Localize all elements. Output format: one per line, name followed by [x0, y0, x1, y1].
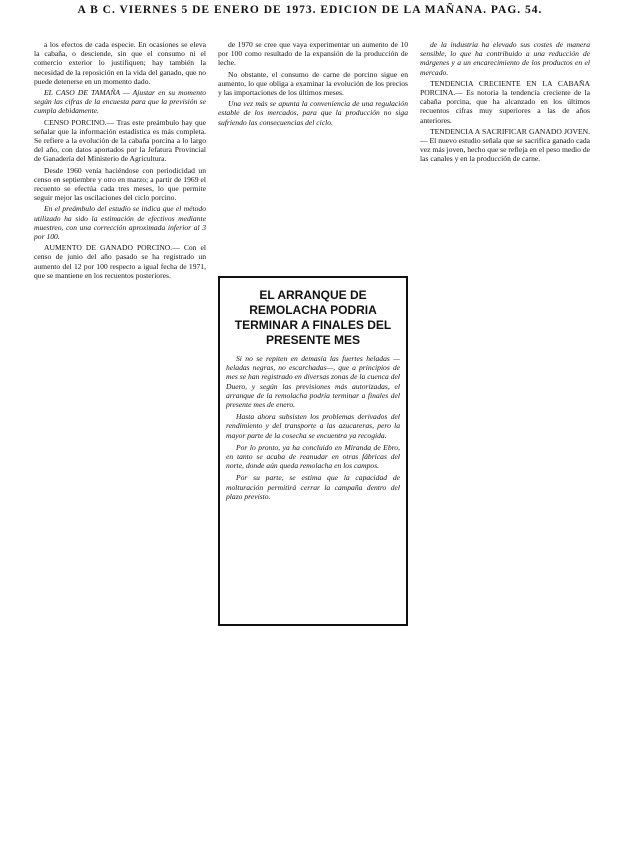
column-left	[34, 40, 206, 840]
column-right	[420, 40, 590, 840]
column-center	[218, 40, 408, 270]
paragraph: AUMENTO DE GANADO PORCINO.— Con el censo de junio del año pasado se ha registrado un aumento del 12 por 100 respecto a igual fecha de 1971, que se mantiene en los recuentos posteriores.	[34, 243, 206, 280]
paragraph: de la industria ha elevado sus costes de manera sensible, lo que ha contribuido a una reducción de márgenes y a un encarecimiento de los productos en el mercado.	[420, 40, 590, 77]
paragraph: Por su parte, se estima que la capacidad de molturación permitirá cerrar la campaña dentro del plazo previsto.	[226, 473, 400, 501]
paragraph: de 1970 se cree que vaya experimentar un aumento de 10 por 100 como resultado de la expansión de la producción de leche.	[218, 40, 408, 68]
paragraph: TENDENCIA A SACRIFICAR GANADO JOVEN.— El nuevo estudio señala que se sacrifica ganado cada vez más joven, hecho que se refleja en el peso medio de las canales y en la producción de carne.	[420, 126, 590, 164]
paragraph: TENDENCIA CRECIENTE EN LA CABAÑA PORCINA.— Es notoria la tendencia creciente de la cabaña porcina, que ha alcanzado en los últimos recuentos cifras muy superiores a las de años anteriores.	[420, 78, 590, 125]
paragraph: Si no se repiten en demasía las fuertes heladas —heladas negras, no escarchadas—, que a principios de mes se han registrado en diversas zonas de la cuenca del Duero, y según las previsiones más autorizadas, el arranque de la remolacha podría terminar a finales del presente mes de enero.	[226, 354, 400, 410]
paragraph: a los efectos de cada especie. En ocasiones se eleva la cabaña, o desciende, sin que el consumo ni el comercio exterior lo justifiquen; hay también la necesidad de la reposición en la vida del ganado, que no puede detenerse en un momento dado.	[34, 40, 206, 86]
paragraph: Una vez más se apunta la conveniencia de una regulación estable de los mercados, para que la producción no siga sufriendo las consecuencias del ciclo.	[218, 99, 408, 127]
page-header: A B C. VIERNES 5 DE ENERO DE 1973. EDICION DE LA MAÑANA. PAG. 54.	[77, 4, 543, 16]
paragraph: CENSO PORCINO.— Tras este preámbulo hay que señalar que la información estadística es más completa. Se refiere a la evolución de la cabaña porcina a lo largo del año, con datos aportados por la Jefatura Provincial de Ganadería del Ministerio de Agricultura.	[34, 117, 206, 164]
paragraph: Por lo pronto, ya ha concluido en Miranda de Ebro, en tanto se acaba de reanudar en otras fábricas del norte, donde aún queda remolacha en los campos.	[226, 442, 400, 471]
paragraph: EL CASO DE TAMAÑA — Ajustar en su momento según las cifras de la encuesta para que la previsión se cumpla debidamente.	[34, 88, 206, 116]
paragraph: No obstante, el consumo de carne de porcino sigue en aumento, lo que obliga a examinar la evolución de los precios y las importaciones de los últimos meses.	[218, 69, 408, 98]
paragraph: En el preámbulo del estudio se indica que el método utilizado ha sido la estimación de efectivos mediante muestreo, con una corrección aproximada inferior al 3 por 100.	[34, 204, 206, 242]
paragraph: Hasta ahora subsisten los problemas derivados del rendimiento y del transporte a las azucareras, pero la mayor parte de la cosecha se encuentra ya recogida.	[226, 412, 400, 440]
paragraph: Desde 1960 venía haciéndose con periodicidad un censo en septiembre y otro en marzo; a partir de 1969 el recuento se efectúa cada tres meses, lo que permite seguir mejor las oscilaciones del ciclo porcino.	[34, 165, 206, 203]
boxed-article	[218, 276, 408, 626]
boxed-article-title: EL ARRANQUE DE REMOLACHA PODRIA TERMINAR A FINALES DEL PRESENTE MES	[234, 288, 392, 347]
